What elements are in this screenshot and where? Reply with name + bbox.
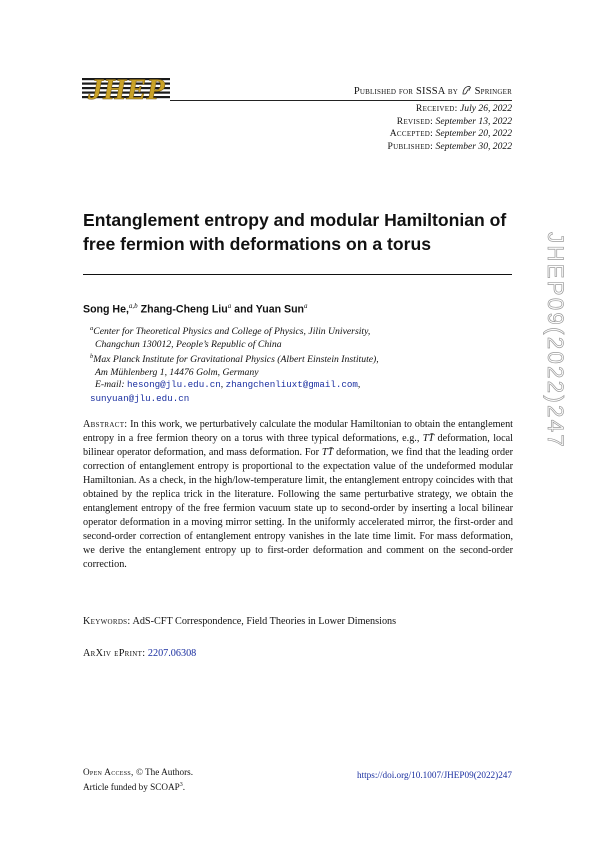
dates-block [387,103,512,153]
author-affil-sup: a [304,302,308,310]
published-for-org: SISSA [415,86,445,97]
published-for-by: by [447,86,458,97]
author-name: Zhang-Cheng Liu [140,303,228,316]
author-name: and Yuan Sun [234,303,305,316]
doi-link[interactable]: https://doi.org/10.1007/JHEP09(2022)247 [356,770,512,780]
email-label: E-mail: [95,379,125,390]
eprint-label: ArXiv ePrint: [83,648,146,659]
eprint-link[interactable]: 2207.06308 [147,648,197,659]
keywords-value: AdS-CFT Correspondence, Field Theories in Lower Dimensions [132,616,397,627]
author-affil-sup: a,b [128,302,138,310]
abstract: Abstract: In this work, we perturbatively calculate the modular Hamiltonian to obtain the entanglement entropy in a free fermion theory on a torus with three typical deformations, e.g., TT̄ deformation, local bilinear operator deformation, and mass deformation. For TT̄ deformation, we find that the leading order correction of entanglement entropy is proportional to the expectation value of the undeformed modular Hamiltonian. As a check, in the high/low-temperature limit, the entanglement entropy coincides with that obtained by the replica trick in the literature. Following the same perturbative strategy, we obtain the entanglement entropy of the free fermion vacuum state up to second-order by inserting a local bilinear operator deformation in a moving mirror setting. In the uniformly accelerated mirror, the first-order and second-order correction of entanglement entropy vanishes in the late time limit. For mass deformation, we derive the entanglement entropy up to first-order deformation and comment on the second-order correction. [83,419,514,571]
date-revised: Revised: September 13, 2022 [396,115,512,127]
date-accepted: Accepted: September 20, 2022 [389,128,512,139]
abstract-label: Abstract: [83,419,128,430]
open-access-label: Open Access, [83,767,134,777]
date-received: Received: July 26, 2022 [415,103,512,114]
email-block: E-mail: hesong@jlu.edu.cn, zhangchenliuxt@gmail.com, sunyuan@jlu.edu.cn [90,379,361,404]
funded-by: Article funded by SCOAP [83,782,180,793]
author-affil-sup: a [227,302,232,310]
author-list [83,302,308,316]
date-published: Published: September 30, 2022 [387,140,512,152]
published-for-line [354,85,512,97]
affiliation-a: $^a$Center for Theoretical Physics and College of Physics, Jilin University, Changchun 130012, People’s Republic of China [90,325,371,351]
footer-open-access: Open Access, © The Authors. Article funded by SCOAP$^3$. [83,767,194,793]
keywords-label: Keywords: [83,616,131,627]
author-name: Song He, [83,303,129,316]
email-link[interactable]: sunyuan@jlu.edu.cn [90,393,190,404]
keywords [83,616,396,627]
publisher-name: Springer [474,86,512,97]
email-link[interactable]: zhangchenliuxt@gmail.com [225,379,358,390]
arxiv-eprint [83,648,196,659]
affiliation-b: $^b$Max Planck Institute for Gravitational Physics (Albert Einstein Institute), Am Mühlenberg 1, 14476 Golm, Germany [90,353,379,379]
jhep-logo [82,75,170,111]
title-line-1: Entanglement entropy and modular Hamiltonian of [83,210,507,230]
authors-copyright: © The Authors. [135,767,194,777]
email-link[interactable]: hesong@jlu.edu.cn [127,379,221,390]
published-for-prefix: Published for [353,86,414,97]
title-rule [83,274,512,275]
springer-horse-icon [461,85,472,95]
paper-title [83,208,523,256]
title-line-2: free fermion with deformations on a torus [83,234,432,254]
side-citation-stamp: JHEP09(2022)247 [543,232,568,450]
header-rule [170,100,512,101]
svg-text:JHEP: JHEP [88,75,165,106]
